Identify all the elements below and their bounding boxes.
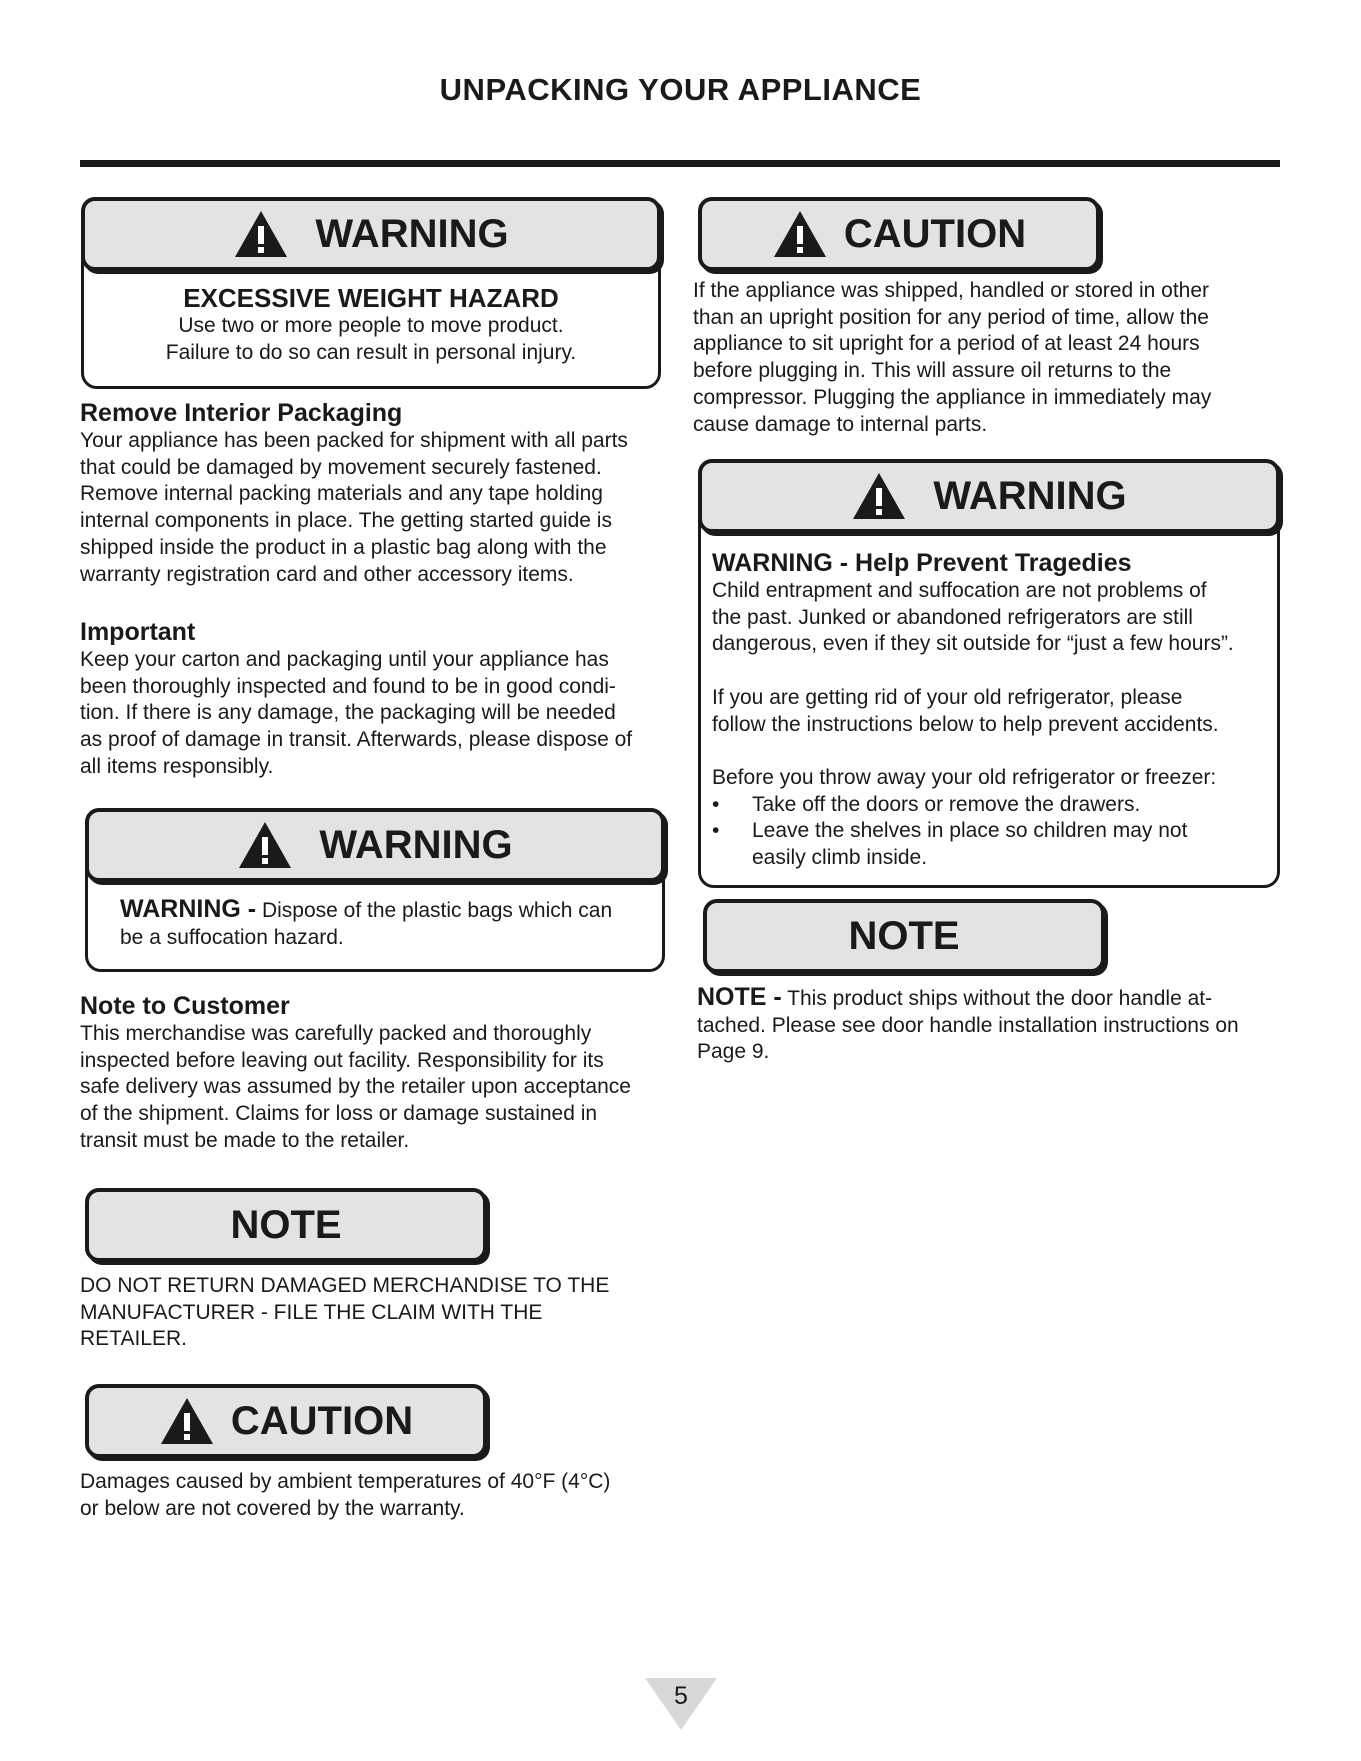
section-heading: Important (80, 618, 196, 646)
warning-triangle-icon (851, 471, 907, 521)
paragraph-line: the past. Junked or abandoned refrigerators are still (712, 605, 1193, 629)
caution-triangle-icon (772, 209, 828, 259)
list-item-text: Leave the shelves in place so children may not (752, 819, 1188, 843)
title-divider (80, 160, 1280, 167)
note-to-customer-section (80, 991, 680, 1155)
bullet-mark: • (712, 792, 720, 816)
caution-line: appliance to sit upright for a period of at least 24 hours (693, 332, 1200, 356)
warning-label: WARNING (315, 212, 509, 256)
warning-label: WARNING (319, 823, 513, 867)
warning-bags-content (120, 896, 660, 951)
warning-tragedies-header (698, 459, 1280, 533)
warning-triangle-icon (237, 820, 293, 870)
paragraph-line: shipped inside the product in a plastic bag along with the (80, 535, 607, 559)
paragraph-line: This merchandise was carefully packed and thoroughly (80, 1022, 592, 1045)
caution-upright-header (698, 197, 1100, 271)
warning-triangle-icon (233, 209, 289, 259)
list-item (712, 792, 1272, 819)
page-title: UNPACKING YOUR APPLIANCE (439, 72, 922, 107)
note-handle-content (697, 984, 1297, 1066)
list-item-text: easily climb inside. (752, 846, 928, 869)
page-number: 5 (674, 1682, 688, 1710)
section-heading: Note to Customer (80, 992, 290, 1020)
caution-line: before plugging in. This will assure oil returns to the (693, 359, 1172, 383)
list-item (712, 818, 1272, 845)
caution-line: If the appliance was shipped, handled or stored in other (693, 279, 1210, 302)
paragraph-line: Child entrapment and suffocation are not problems of (712, 579, 1207, 602)
paragraph-line: warranty registration card and other accessory items. (80, 562, 574, 586)
section-heading: Remove Interior Packaging (80, 399, 403, 427)
caution-triangle-icon (159, 1396, 215, 1446)
note-prefix: NOTE - (697, 983, 782, 1011)
paragraph-line: that could be damaged by movement securely fastened. (80, 455, 602, 479)
note-text: Page 9. (697, 1040, 770, 1064)
note-text: This product ships without the door handle at- (781, 987, 1213, 1010)
warning-label: WARNING (933, 474, 1127, 518)
warning-weight-header (81, 197, 661, 271)
paragraph-line: of the shipment. Claims for loss or damage sustained in (80, 1102, 598, 1126)
warning-prefix: WARNING - (120, 895, 257, 923)
caution-temp-header (85, 1384, 487, 1458)
caution-line: or below are not covered by the warranty. (80, 1496, 465, 1520)
note-text: tached. Please see door handle installation instructions on (697, 1013, 1239, 1037)
section-heading: WARNING - Help Prevent Tragedies (712, 549, 1132, 577)
important-section (80, 617, 680, 781)
list-item-continuation (712, 845, 1272, 872)
paragraph-line: transit must be made to the retailer. (80, 1128, 410, 1152)
warning-bags-header (85, 808, 665, 882)
bullet-mark: • (712, 819, 720, 843)
caution-line: compressor. Plugging the appliance in immediately may (693, 385, 1212, 409)
caution-label: CAUTION (230, 1399, 414, 1443)
hazard-line: Use two or more people to move product. (178, 314, 564, 337)
hazard-line: Failure to do so can result in personal injury. (165, 340, 577, 364)
paragraph-line: Remove internal packing materials and any tape holding (80, 482, 603, 506)
note-line: RETAILER. (80, 1327, 187, 1351)
warning-text: Dispose of the plastic bags which can (256, 899, 613, 922)
paragraph-line: follow the instructions below to help prevent accidents. (712, 712, 1219, 736)
note-handle-header (703, 899, 1105, 973)
caution-upright-content (693, 278, 1293, 438)
note-label: NOTE (230, 1203, 342, 1247)
caution-label: CAUTION (843, 212, 1027, 256)
note-label: NOTE (848, 914, 960, 958)
note-line: DO NOT RETURN DAMAGED MERCHANDISE TO THE (80, 1274, 610, 1297)
paragraph-line: If you are getting rid of your old refrigerator, please (712, 685, 1183, 709)
paragraph-line: been thoroughly inspected and found to be in good condi- (80, 674, 616, 698)
list-item-text: Take off the doors or remove the drawers. (752, 792, 1141, 816)
paragraph-line: dangerous, even if they sit outside for “just a few hours”. (712, 632, 1234, 656)
paragraph-line: safe delivery was assumed by the retailer upon acceptance (80, 1075, 631, 1099)
warning-text: be a suffocation hazard. (120, 925, 344, 949)
paragraph-line: all items responsibly. (80, 754, 274, 778)
remove-packaging-section (80, 398, 680, 588)
paragraph-line: Keep your carton and packaging until your appliance has (80, 648, 609, 671)
caution-line: cause damage to internal parts. (693, 412, 988, 436)
paragraph-line: as proof of damage in transit. Afterwards, please dispose of (80, 728, 633, 752)
caution-line: than an upright position for any period of time, allow the (693, 305, 1209, 329)
paragraph-line: internal components in place. The getting started guide is (80, 509, 612, 533)
warning-weight-content (81, 283, 661, 366)
paragraph-line: Before you throw away your old refrigerator or freezer: (712, 765, 1217, 789)
caution-temp-content (80, 1469, 700, 1522)
note-content (80, 1273, 680, 1353)
warning-tragedies-content (712, 548, 1272, 872)
hazard-heading: EXCESSIVE WEIGHT HAZARD (183, 283, 559, 313)
note-line: MANUFACTURER - FILE THE CLAIM WITH THE (80, 1300, 543, 1324)
paragraph-line: Your appliance has been packed for shipment with all parts (80, 429, 628, 452)
paragraph-line: inspected before leaving out facility. Responsibility for its (80, 1048, 604, 1072)
note-header (85, 1188, 487, 1262)
paragraph-line: tion. If there is any damage, the packaging will be needed (80, 701, 616, 725)
caution-line: Damages caused by ambient temperatures of 40°F (4°C) (80, 1470, 611, 1493)
